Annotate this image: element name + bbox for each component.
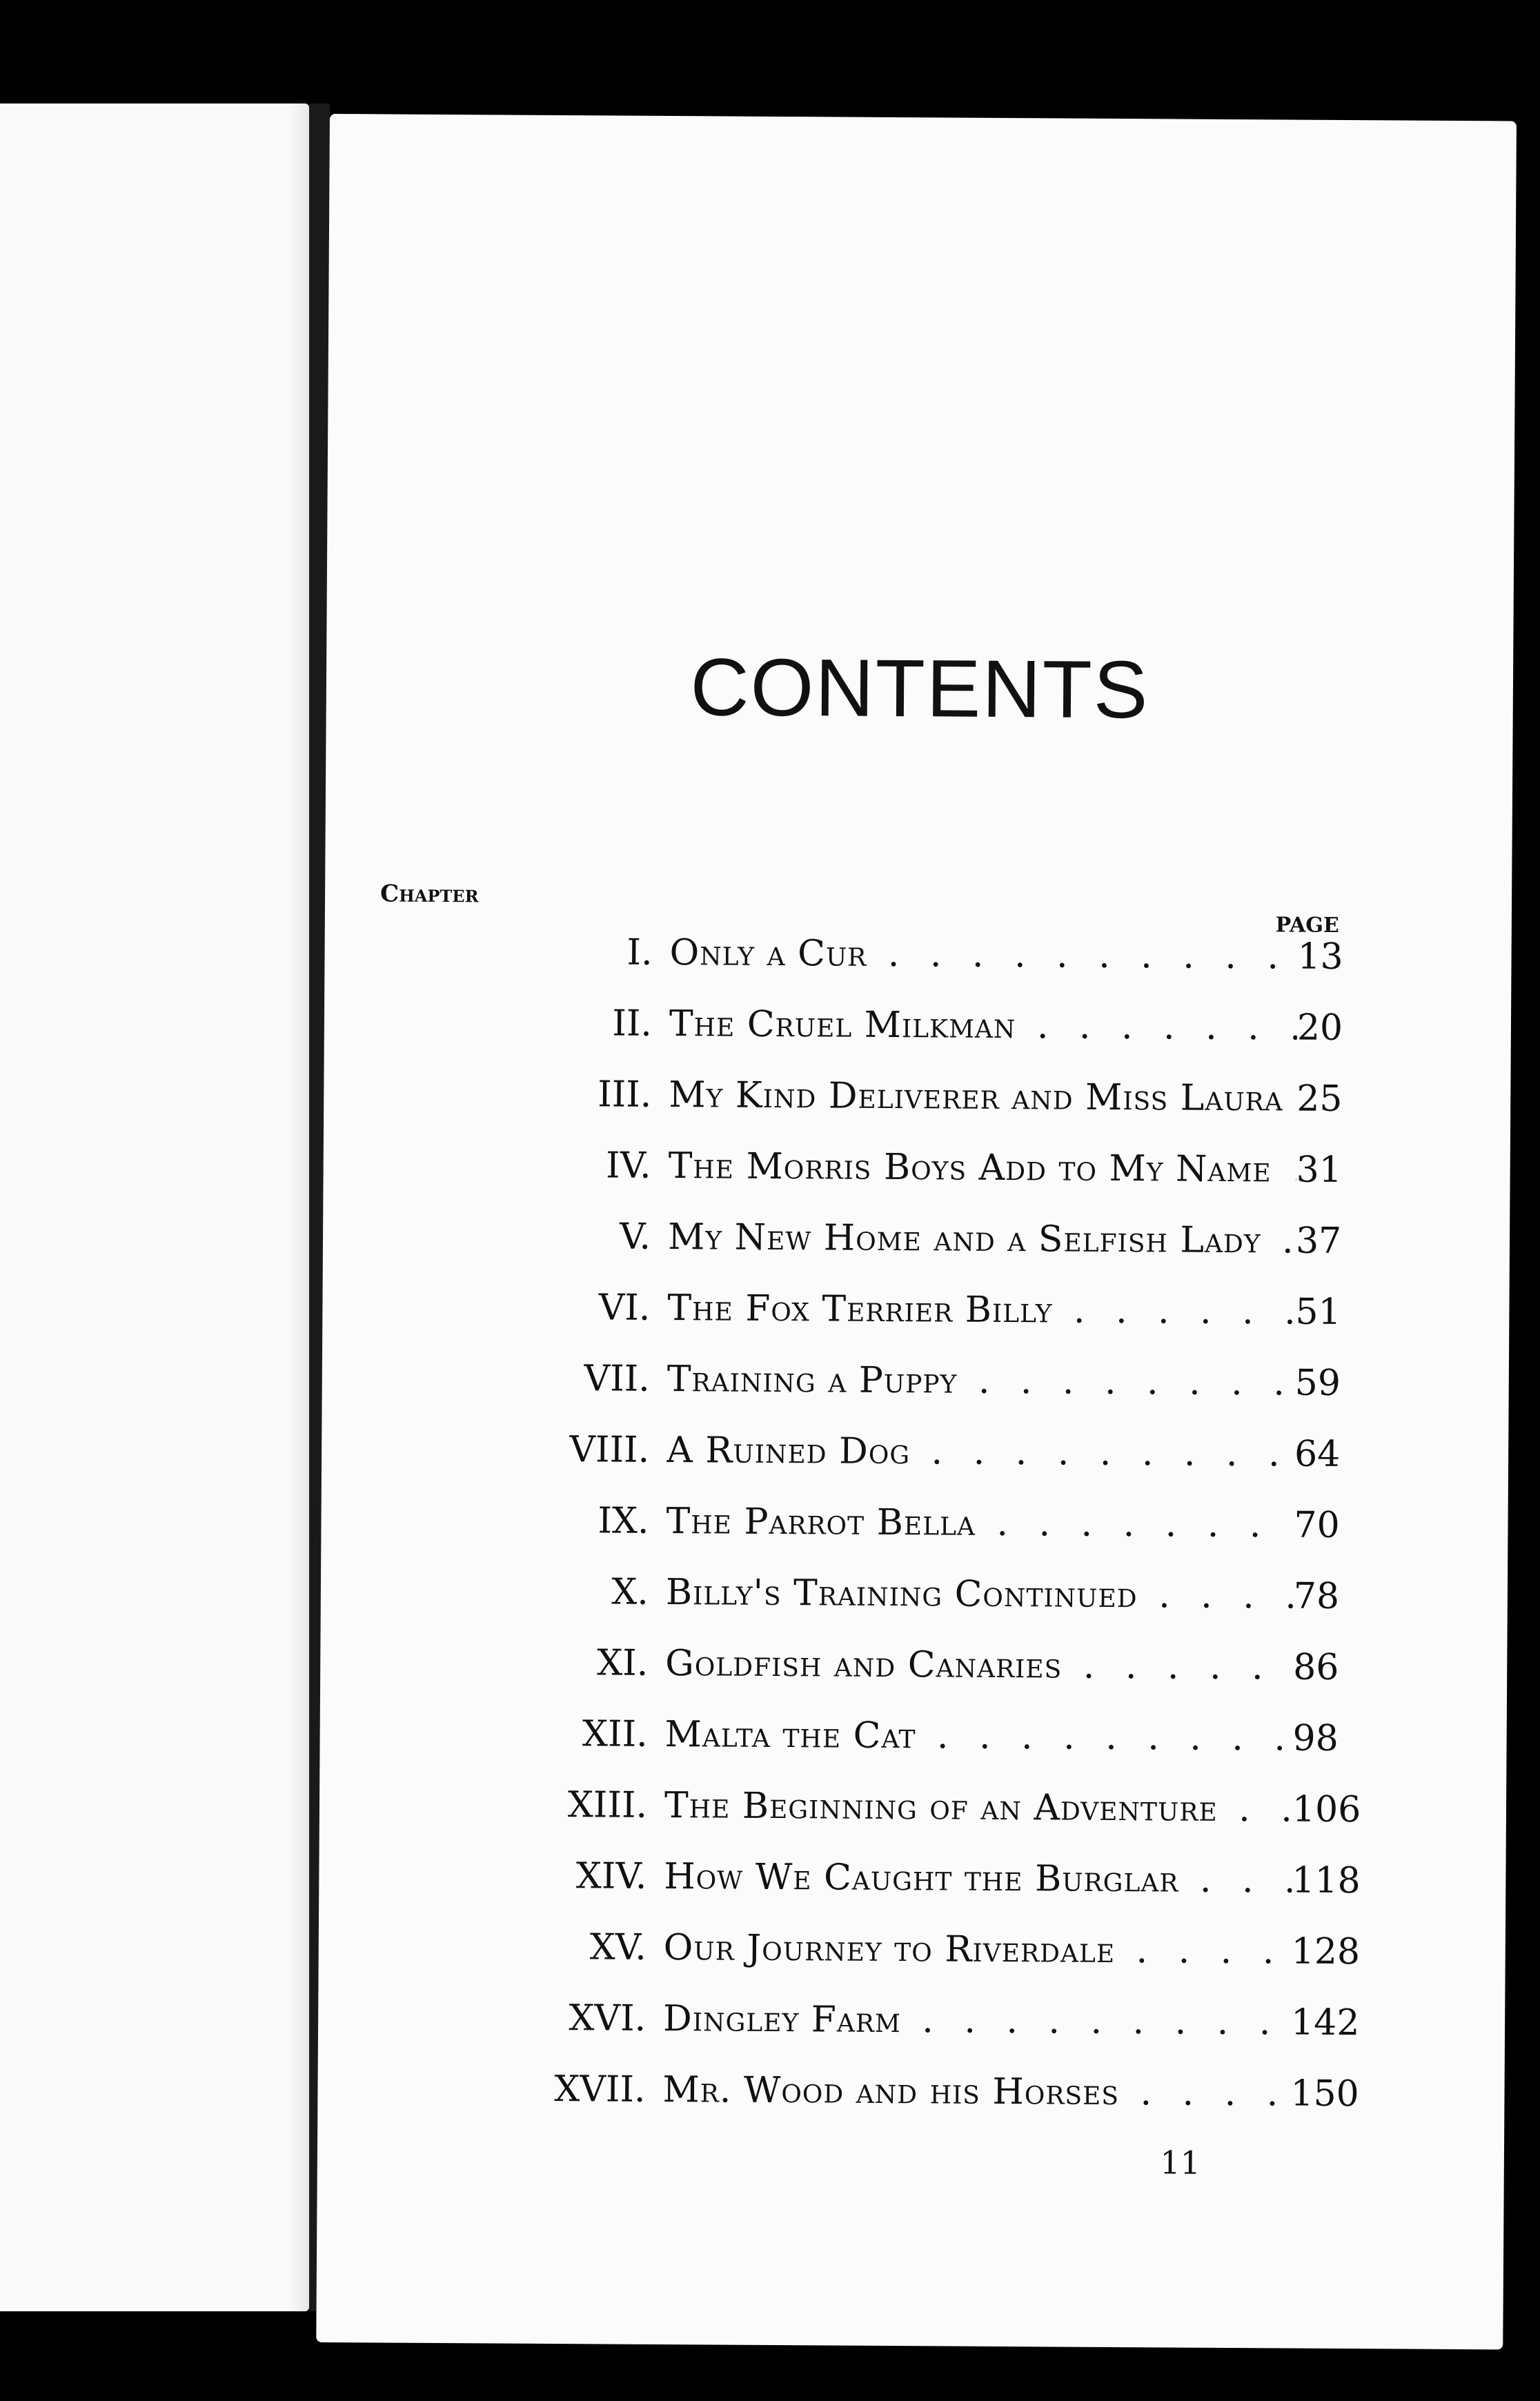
chapter-number: XVI. [569,1997,646,2039]
chapter-page-number: 98 [1292,1717,1339,1759]
chapter-title: The Beginning of an Adventure . . . [664,1785,1292,1830]
chapter-title: Training a Puppy . . . [667,1358,1295,1404]
chapter-title: The Fox Terrier Billy . . . [667,1287,1295,1333]
contents-page [316,114,1517,2349]
chapter-title: Dingley Farm . . . [663,1998,1291,2044]
facing-page [0,103,309,2311]
page-title: CONTENTS [690,642,1149,736]
chapter-title: My Kind Deliverer and Miss Laura . . . [669,1074,1296,1120]
chapter-number: XI. [597,1642,649,1684]
chapter-page-number: 13 [1297,936,1343,978]
toc-entry [323,1131,1510,1209]
page-column-header: PAGE [1275,913,1339,938]
chapter-page-number: 64 [1294,1433,1341,1475]
toc-entry [323,1202,1510,1281]
chapter-number: IV. [605,1145,651,1187]
chapter-title: The Cruel Milkman . . . [669,1003,1297,1049]
chapter-title: The Parrot Bella . . . [666,1501,1294,1546]
toc-entry [324,918,1512,996]
chapter-page-number: 86 [1293,1646,1339,1688]
chapter-number: II. [612,1002,653,1045]
table-of-contents [317,918,1512,2133]
toc-entry [324,989,1512,1067]
chapter-number: X. [611,1571,649,1613]
toc-entry [322,1415,1509,1494]
page-number: 11 [1160,2144,1201,2182]
chapter-page-number: 150 [1290,2073,1359,2115]
toc-entry [319,1699,1507,1778]
chapter-number: I. [626,931,653,974]
chapter-page-number: 20 [1296,1007,1343,1049]
chapter-column-header: Chapter [379,880,479,909]
toc-entry [322,1344,1509,1423]
toc-entry [321,1486,1508,1565]
chapter-number: V. [619,1216,651,1258]
chapter-page-number: 25 [1296,1078,1343,1120]
chapter-page-number: 37 [1295,1220,1342,1262]
chapter-page-number: 31 [1296,1149,1343,1191]
chapter-title: My New Home and a Selfish Lady . . . [668,1216,1296,1262]
chapter-number: VIII. [569,1429,650,1471]
chapter-number: VII. [584,1358,650,1400]
chapter-title: How We Caught the Burglar . . . [664,1856,1292,1901]
chapter-title: Mr. Wood and his Horses . . . [662,2069,1290,2115]
chapter-number: XIV. [575,1855,647,1897]
chapter-page-number: 59 [1294,1362,1341,1404]
chapter-number: XIII. [567,1784,648,1826]
chapter-page-number: 51 [1295,1291,1341,1333]
toc-entry [318,1913,1506,1991]
toc-entry [320,1628,1508,1707]
chapter-title: Goldfish and Canaries . . . [665,1643,1293,1688]
toc-entry [317,2055,1505,2133]
toc-entry [322,1273,1510,1352]
chapter-number: XVII. [554,2068,646,2111]
chapter-title: A Ruined Dog . . . [667,1430,1294,1475]
chapter-title: The Morris Boys Add to My Name . . . [669,1145,1296,1191]
chapter-number: III. [597,1074,652,1116]
chapter-title: Only a Cur . . . [669,932,1297,978]
chapter-page-number: 78 [1293,1575,1340,1617]
chapter-page-number: 128 [1291,1930,1361,1973]
chapter-number: IX. [598,1500,649,1542]
chapter-page-number: 118 [1292,1859,1361,1902]
toc-entry [321,1557,1508,1636]
chapter-number: VI. [598,1287,651,1329]
toc-entry [319,1841,1506,1920]
chapter-title: Malta the Cat . . . [664,1714,1292,1759]
toc-entry [324,1060,1511,1138]
chapter-number: XV. [589,1926,646,1968]
chapter-title: Billy's Training Continued . . . [666,1572,1294,1617]
chapter-title: Our Journey to Riverdale . . . [664,1927,1292,1973]
chapter-number: XII. [582,1713,648,1755]
chapter-page-number: 70 [1294,1504,1340,1546]
toc-entry [319,1770,1507,1849]
toc-entry [318,1984,1506,2062]
chapter-page-number: 106 [1292,1788,1361,1831]
chapter-page-number: 142 [1290,2002,1360,2044]
